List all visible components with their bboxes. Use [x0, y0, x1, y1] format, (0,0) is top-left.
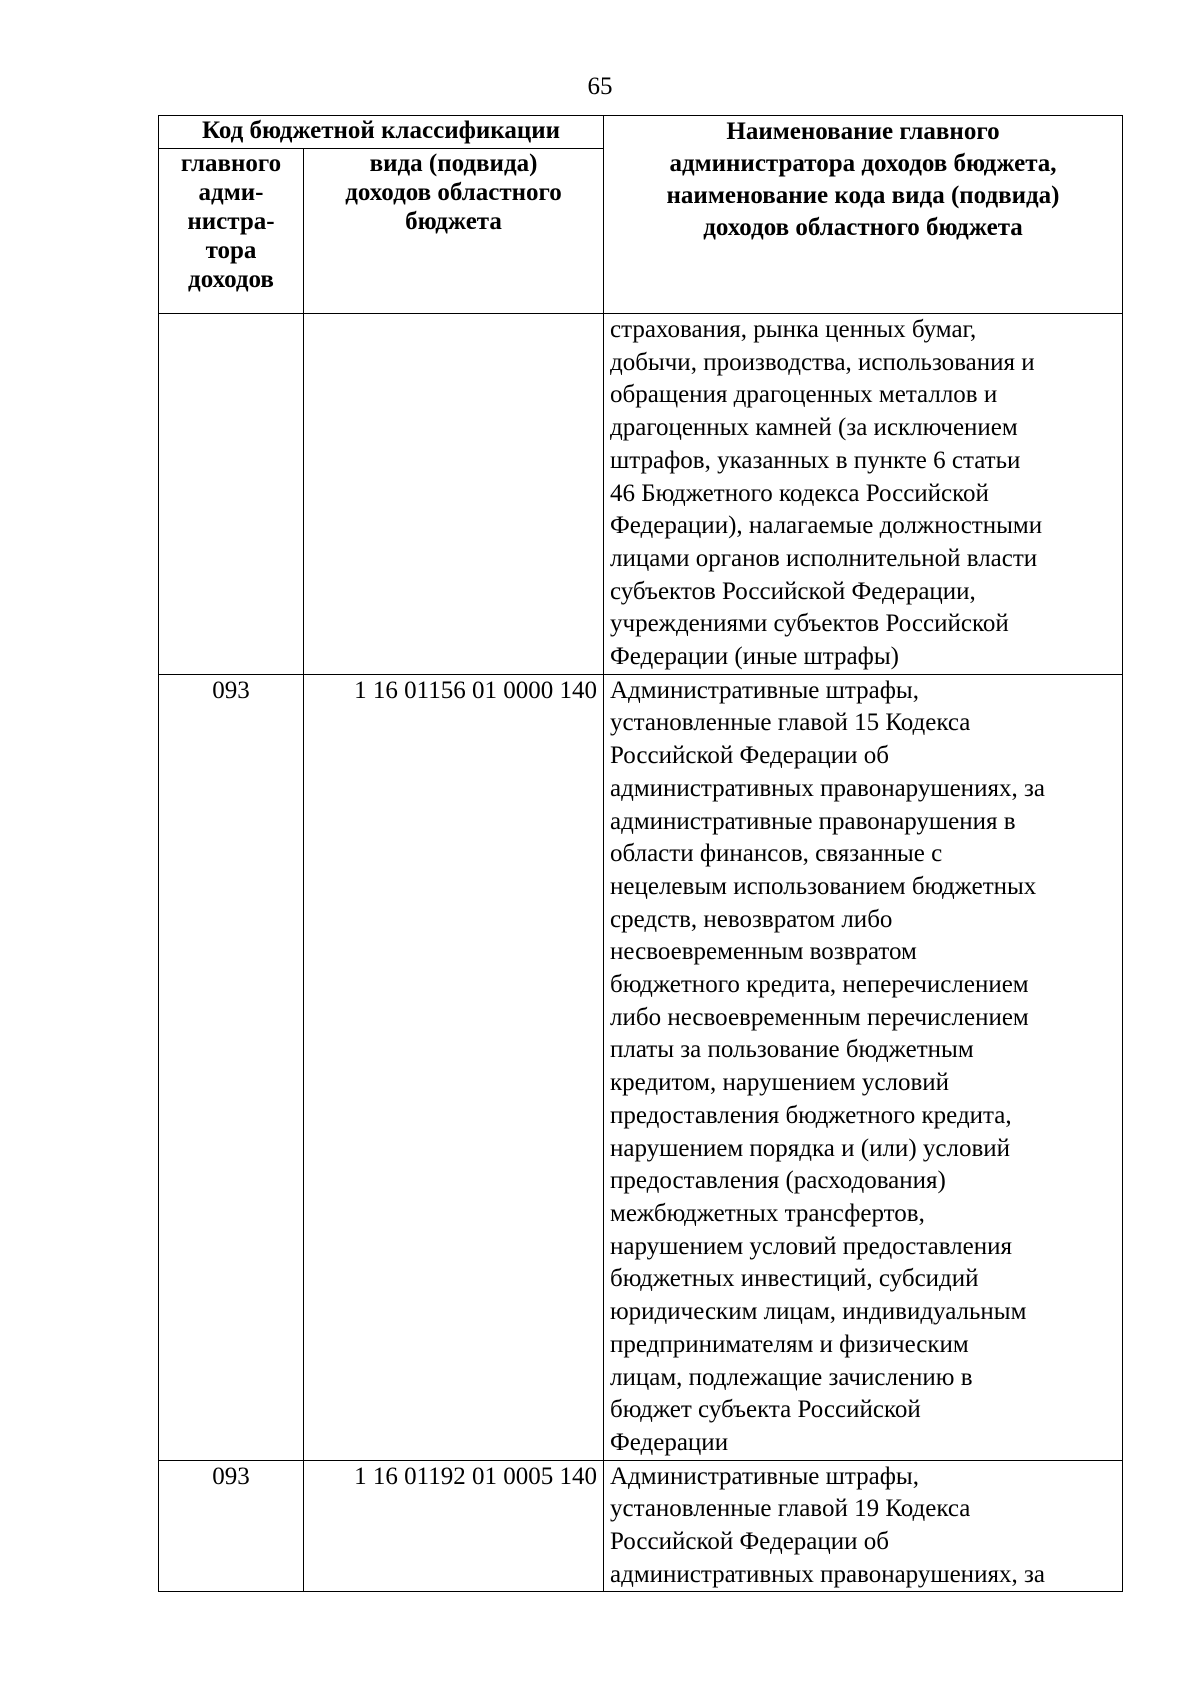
name-line: нецелевым использованием бюджетных — [610, 872, 1037, 900]
name-line: предоставления (расходования) — [610, 1167, 946, 1195]
main-administrator-header — [159, 149, 304, 314]
table-row — [159, 674, 1123, 1460]
income-name-cell — [604, 674, 1123, 1460]
table-row — [159, 314, 1123, 675]
income-name-cell — [604, 314, 1123, 675]
budget-classification-table — [158, 115, 1123, 1592]
income-code-cell: 1 16 01192 01 0005 140 — [304, 1460, 604, 1592]
administrator-name-header — [604, 116, 1123, 314]
name-line: субъектов Российской Федерации, — [610, 577, 976, 605]
header-line: доходов областного бюджета — [703, 214, 1023, 241]
name-line: Российской Федерации об — [610, 1528, 889, 1556]
header-line: главного — [180, 150, 282, 177]
header-line: тора — [205, 237, 257, 264]
income-code-cell — [304, 314, 604, 675]
header-line: бюджета — [405, 208, 502, 235]
name-line: кредитом, нарушением условий — [610, 1069, 950, 1097]
name-line: нарушением порядка и (или) условий — [610, 1134, 1011, 1162]
name-line: административных правонарушениях, за — [610, 774, 1045, 802]
admin-code-cell — [159, 314, 304, 675]
header-line: наименование кода вида (подвида) — [666, 182, 1060, 209]
name-line: бюджет субъекта Российской — [610, 1396, 921, 1424]
name-line: межбюджетных трансфертов, — [610, 1199, 925, 1227]
name-line: страхования, рынка ценных бумаг, — [610, 316, 977, 343]
header-line: Наименование главного — [726, 118, 1000, 145]
name-line: установленные главой 19 Кодекса — [610, 1495, 971, 1523]
name-line: бюджетных инвестиций, субсидий — [610, 1265, 979, 1293]
name-line: нарушением условий предоставления — [610, 1232, 1013, 1260]
name-line: лицами органов исполнительной власти — [610, 544, 1038, 572]
header-line: нистра- — [187, 208, 275, 235]
name-line: Российской Федерации об — [610, 742, 889, 770]
header-line: администратора доходов бюджета, — [669, 150, 1057, 177]
name-line: платы за пользование бюджетным — [610, 1036, 974, 1064]
header-line: адми- — [198, 179, 264, 206]
header-line: доходов областного — [345, 179, 562, 206]
name-line: драгоценных камней (за исключением — [610, 414, 1018, 442]
name-line: штрафов, указанных в пункте 6 статьи — [610, 446, 1021, 474]
name-line: Федерации (иные штрафы) — [610, 643, 899, 671]
name-line: административные правонарушения в — [610, 807, 1016, 835]
name-line: обращения драгоценных металлов и — [610, 381, 998, 409]
name-line: Административные штрафы, — [610, 1462, 919, 1490]
name-line: 46 Бюджетного кодекса Российской — [610, 479, 989, 507]
name-line: области финансов, связанные с — [610, 840, 943, 868]
header-line: вида (подвида) — [369, 150, 538, 177]
name-line: лицам, подлежащие зачислению в — [610, 1363, 973, 1391]
header-line: доходов — [188, 266, 274, 293]
name-line: учреждениями субъектов Российской — [610, 610, 1009, 638]
name-line: средств, невозвратом либо — [610, 905, 893, 933]
table-row — [159, 1460, 1123, 1592]
name-line: установленные главой 15 Кодекса — [610, 709, 971, 737]
admin-code-cell: 093 — [159, 1460, 304, 1592]
name-line: добычи, производства, использования и — [610, 348, 1035, 376]
budget-classification-code-header: Код бюджетной классификации — [159, 116, 604, 149]
name-line: предпринимателям и физическим — [610, 1330, 969, 1358]
income-type-code-header — [304, 149, 604, 314]
income-name-cell — [604, 1460, 1123, 1592]
name-line: несвоевременным возвратом — [610, 938, 917, 966]
name-line: предоставления бюджетного кредита, — [610, 1101, 1012, 1129]
name-line: Административные штрафы, — [610, 676, 919, 704]
page-number: 65 — [587, 73, 613, 100]
admin-code-cell: 093 — [159, 674, 304, 1460]
name-line: административных правонарушениях, за — [610, 1560, 1045, 1588]
name-line: либо несвоевременным перечислением — [610, 1003, 1029, 1031]
name-line: бюджетного кредита, неперечислением — [610, 971, 1029, 999]
name-line: Федерации — [610, 1428, 729, 1456]
name-line: юридическим лицам, индивидуальным — [610, 1298, 1027, 1326]
table-header-row — [159, 116, 1123, 149]
name-line: Федерации), налагаемые должностными — [610, 512, 1043, 540]
income-code-cell: 1 16 01156 01 0000 140 — [304, 674, 604, 1460]
